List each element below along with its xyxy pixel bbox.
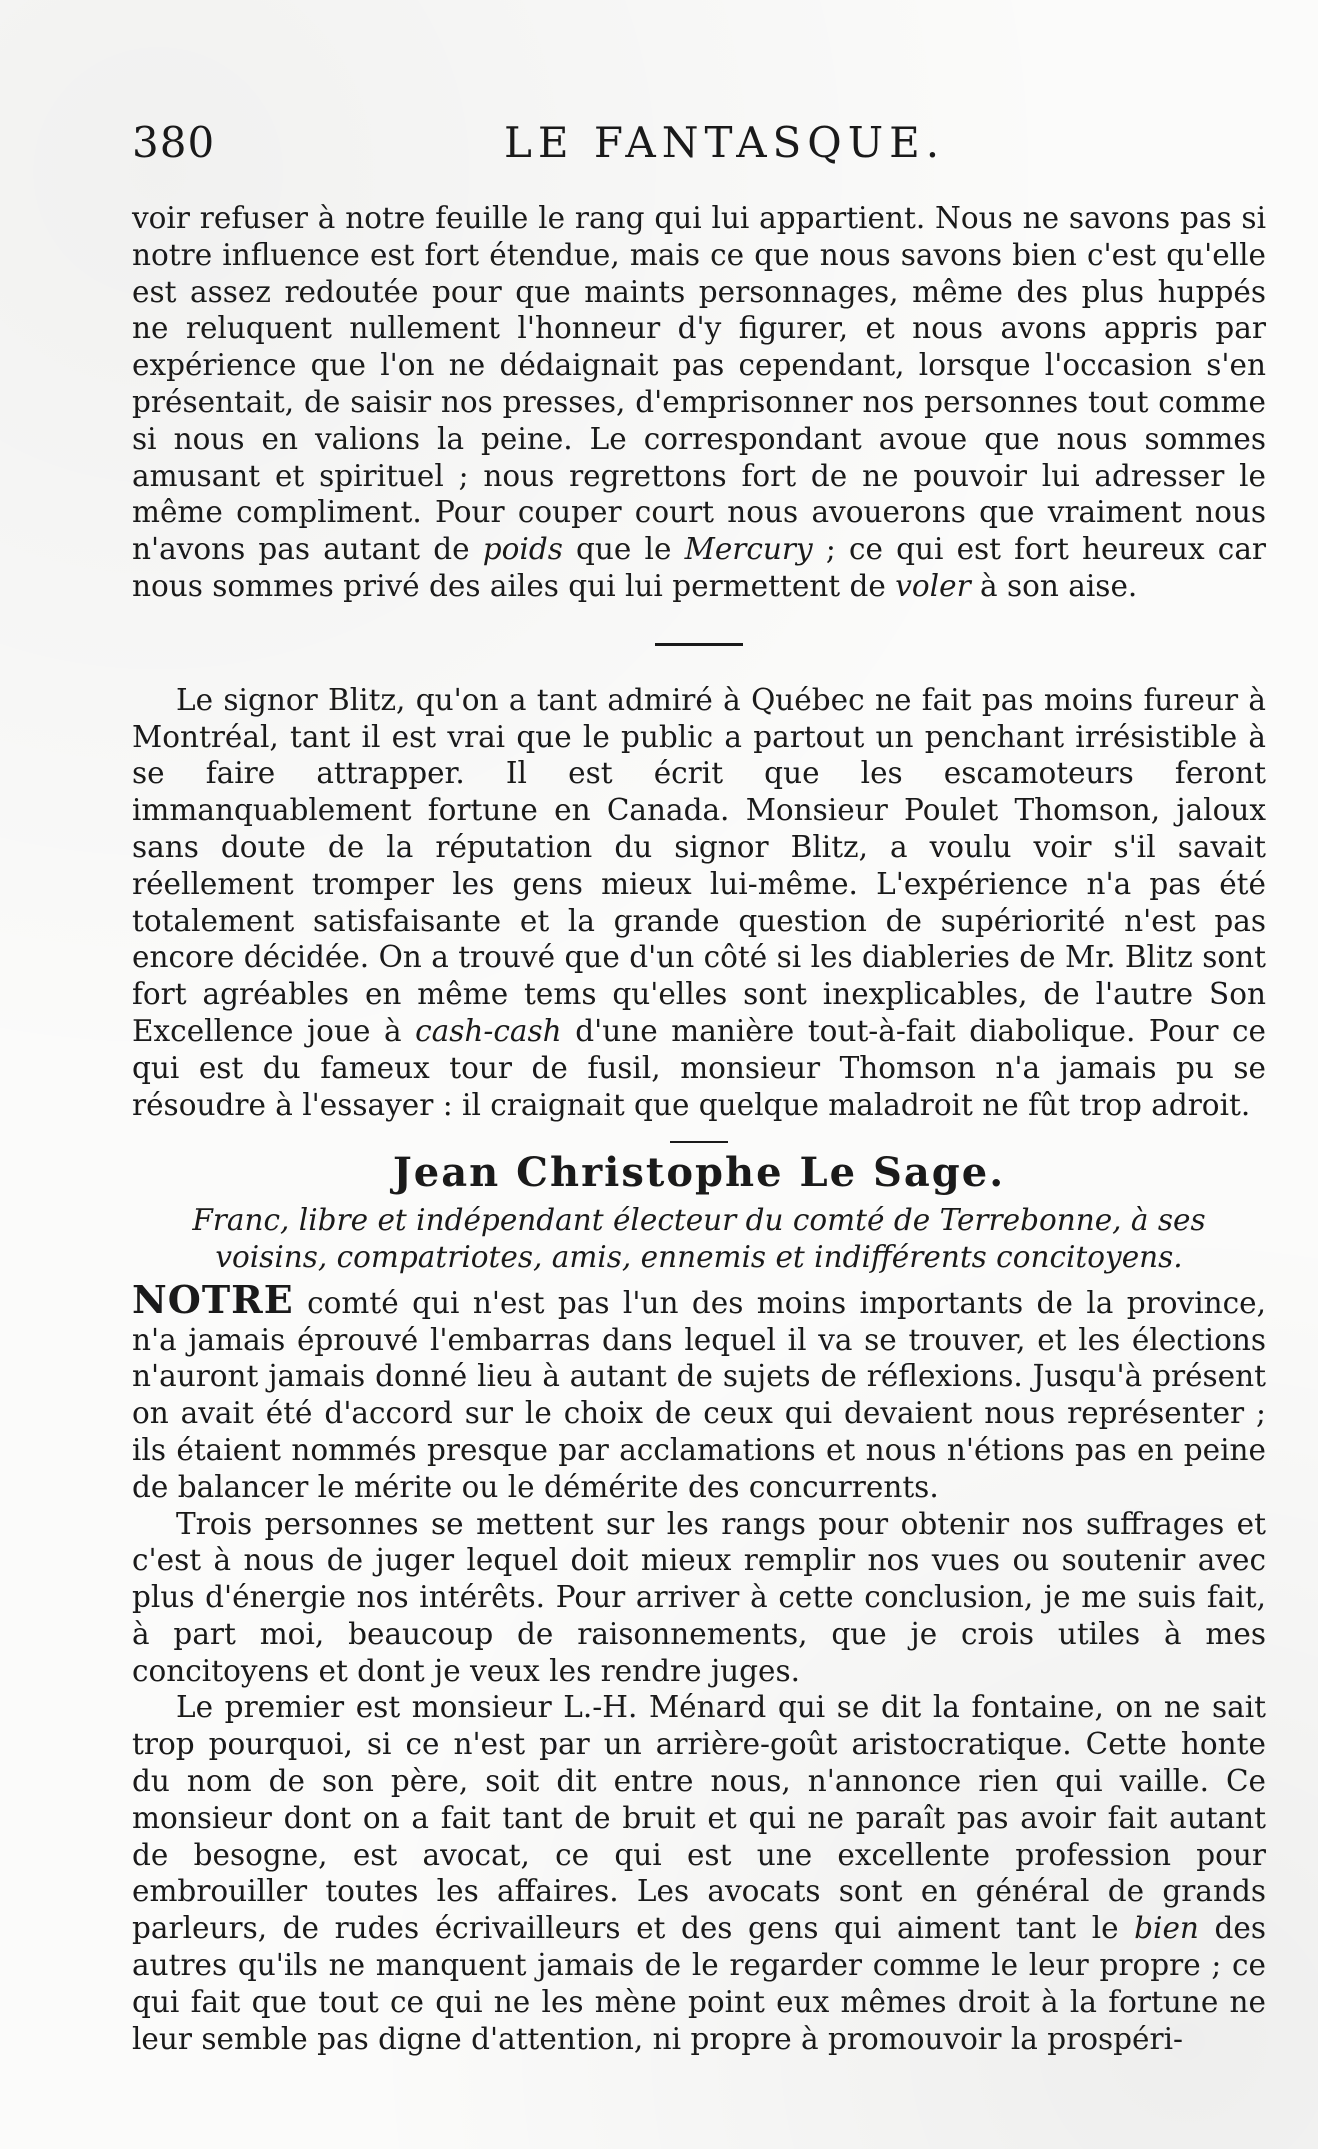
- page-header: [132, 118, 1266, 178]
- article-subtitle: Franc, libre et indépendant électeur du comté de Terrebonne, à ses voisins, compatriotes, amis, ennemis et indifférents concitoyens.: [192, 1203, 1206, 1274]
- text-run: à son aise.: [970, 568, 1138, 603]
- text-run: des autres qu'ils ne manquent jamais de le regarder comme le leur propre ; ce qui fait que tout ce qui ne les mène point eux mêmes droit à la fortune ne leur semble pas digne d'attention, ni propre à promouvoir la prospéri-: [132, 1911, 1266, 2056]
- page-number: 380: [132, 118, 216, 167]
- article-paragraph-1: [132, 1276, 1266, 1506]
- running-title: LE FANTASQUE.: [504, 118, 946, 167]
- dropcap-word: NOTRE: [132, 1276, 294, 1322]
- text-run: que le: [562, 532, 685, 567]
- text-run: comté qui n'est pas l'un des moins importants de la province, n'a jamais éprouvé l'embarras dans lequel il va se trouver, et les élections n'auront jamais donné lieu à autant de sujets de réflexions. Jusqu'à présent on avait été d'accord sur le choix de ceux qui devaient nous représenter ; ils étaient nommés presque par acclamations et nous n'étions pas en peine de balancer le mérite ou le démérite des concurrents.: [132, 1285, 1266, 1504]
- italic-word-mercury: Mercury: [684, 532, 813, 567]
- text-run: Le signor Blitz, qu'on a tant admiré à Québec ne fait pas moins fureur à Montréal, tant il est vrai que le public a partout un penchant irrésistible à se faire attrapper. Il est écrit que les escamoteurs feront immanquablement fortune en Canada. Monsieur Poulet Thomson, jaloux sans doute de la réputation du signor Blitz, a voulu voir s'il savait réellement tromper les gens mieux lui-même. L'expérience n'a pas été totalement satisfaisante et la grande question de supériorité n'est pas encore décidée. On a trouvé que d'un côté si les diableries de Mr. Blitz sont fort agréables en même tems qu'elles sont inexplicables, de l'autre Son Excellence joue à: [132, 682, 1266, 1048]
- italic-word-cash-cash: cash-cash: [415, 1013, 562, 1048]
- text-run: d'une manière tout-à-fait diabolique. Pour ce qui est du fameux tour de fusil, monsieur Thomson n'a jamais pu se résoudre à l'essayer : il craignait que quelque maladroit ne fût trop adroit.: [132, 1013, 1266, 1122]
- italic-word-voler: voler: [895, 568, 971, 603]
- text-run: Le premier est monsieur L.-H. Ménard qui se dit la fontaine, on ne sait trop pourquoi, si ce n'est par un arrière-goût aristocratique. Cette honte du nom de son père, soit dit entre nous, n'annonce rien qui vaille. Ce monsieur dont on a fait tant de bruit et qui ne paraît pas avoir fait autant de besogne, est avocat, ce qui est une excellente profession pour embrouiller toutes les affaires. Les avocats sont en général de grands parleurs, de rudes écrivailleurs et des gens qui aiment tant le: [132, 1690, 1266, 1946]
- article-paragraph-2: Trois personnes se mettent sur les rangs pour obtenir nos suffrages et c'est à nous de juger lequel doit mieux remplir nos vues ou soutenir avec plus d'énergie nos intérêts. Pour arriver à cette conclusion, je me suis fait, à part moi, beaucoup de raisonnements, que je crois utiles à mes concitoyens et dont je veux les rendre juges.: [132, 1506, 1266, 1688]
- paragraph-correspondent-reply: [132, 200, 1266, 605]
- section-divider: [655, 643, 743, 646]
- text-run: voir refuser à notre feuille le rang qui lui appartient. Nous ne savons pas si notre influence est fort étendue, mais ce que nous savons bien c'est qu'elle est assez redoutée pour que maints personnages, même des plus huppés ne reluquent nullement l'honneur d'y figurer, et nous avons appris par expérience que l'on ne dédaignait pas cependant, lorsque l'occasion s'en présentait, de saisir nos presses, d'emprisonner nos personnes tout comme si nous en valions la peine. Le correspondant avoue que nous sommes amusant et spirituel ; nous regrettons fort de ne pouvoir lui adresser le même compliment. Pour couper court nous avouerons que vraiment nous n'avons pas autant de: [132, 201, 1266, 567]
- text-run: ; ce qui est fort heureux car nous sommes privé des ailes qui lui permettent de: [132, 532, 1267, 603]
- article-title: Jean Christophe Le Sage.: [392, 1149, 1006, 1197]
- italic-word-bien: bien: [1134, 1911, 1199, 1946]
- page-content: [132, 200, 1266, 2057]
- article-divider: [670, 1141, 728, 1143]
- article-paragraph-3: [132, 1689, 1266, 2057]
- italic-word-poids: poids: [482, 532, 563, 567]
- paragraph-signor-blitz: [132, 682, 1266, 1124]
